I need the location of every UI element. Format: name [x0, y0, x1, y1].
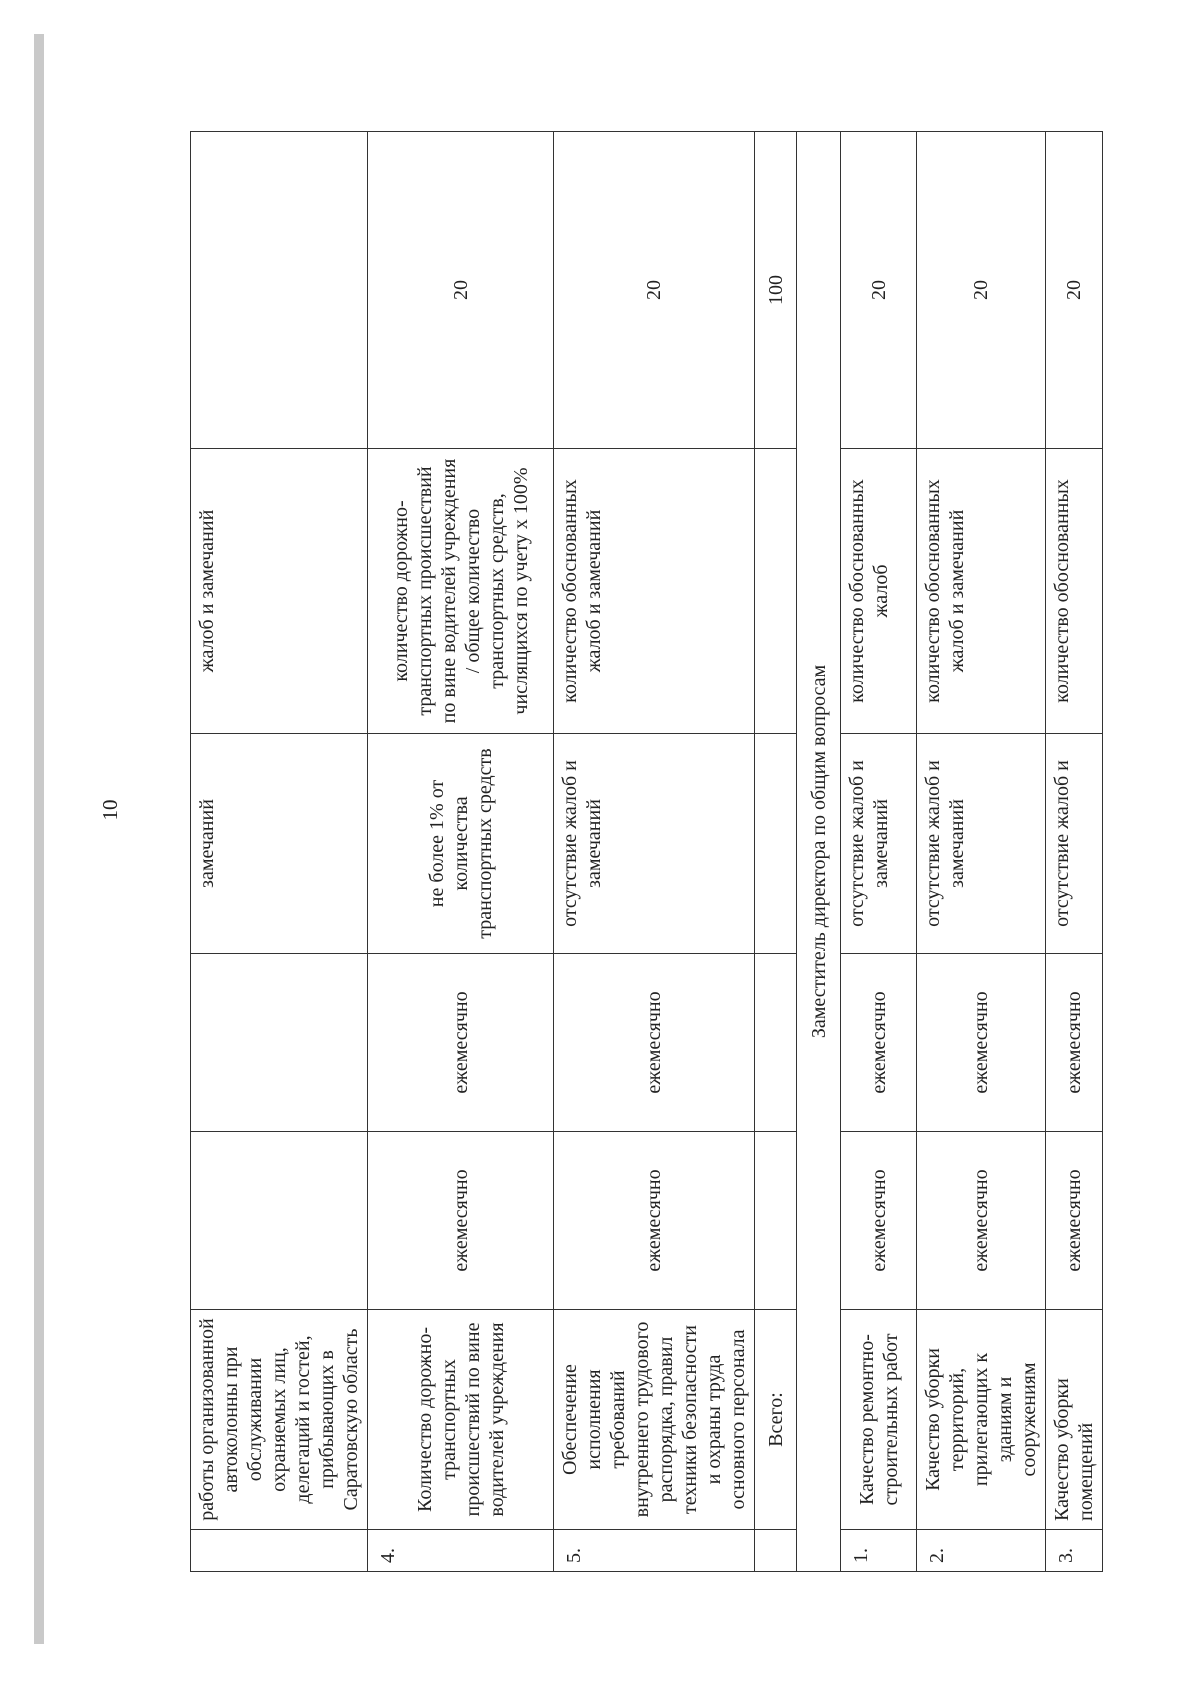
period-1: ежемесячно [841, 1132, 917, 1310]
criterion-condition: отсутствие жалоб и [1046, 734, 1103, 954]
row-number: 5. [554, 1530, 755, 1572]
table-row [191, 132, 368, 1572]
page-number: 10 [98, 799, 122, 821]
total-row [755, 132, 797, 1572]
table-row [1046, 132, 1103, 1572]
indicator: количество обоснованных жалоб [841, 449, 917, 734]
section-title: Заместитель директора по общим вопросам [797, 132, 841, 1572]
criterion-name: Качество уборки территорий, прилегающих к зданиям и сооружениям [917, 1310, 1046, 1530]
row-number [191, 1530, 368, 1572]
scan-edge [34, 34, 44, 1644]
criteria-table [190, 131, 1103, 1572]
score: 20 [841, 132, 917, 449]
score: 20 [1046, 132, 1103, 449]
section-header-row [797, 132, 841, 1572]
table-row [841, 132, 917, 1572]
table-row [368, 132, 554, 1572]
row-number: 3. [1046, 1530, 1103, 1572]
period-1: ежемесячно [1046, 1132, 1103, 1310]
indicator: жалоб и замечаний [191, 449, 368, 734]
criterion-condition: замечаний [191, 734, 368, 954]
criterion-condition: отсутствие жалоб и замечаний [917, 734, 1046, 954]
score: 20 [368, 132, 554, 449]
period-1: ежемесячно [554, 1132, 755, 1310]
total-score: 100 [755, 132, 797, 449]
criterion-condition: отсутствие жалоб и замечаний [554, 734, 755, 954]
indicator: количество обоснованных жалоб и замечаний [917, 449, 1046, 734]
indicator: количество дорожно-транспортных происшествий по вине водителей учреждения / общее количество транспортных средств, числящихся по учету х 100% [368, 449, 554, 734]
period-2: ежемесячно [1046, 954, 1103, 1132]
period-2: ежемесячно [554, 954, 755, 1132]
indicator: количество обоснованных жалоб и замечаний [554, 449, 755, 734]
table-row [554, 132, 755, 1572]
row-number: 2. [917, 1530, 1046, 1572]
criterion-name: Количество дорожно-транспортных происшествий по вине водителей учреждения [368, 1310, 554, 1530]
criterion-condition: отсутствие жалоб и замечаний [841, 734, 917, 954]
criterion-name: Качество уборки помещений [1046, 1310, 1103, 1530]
period-2 [191, 954, 368, 1132]
period-1: ежемесячно [368, 1132, 554, 1310]
criterion-name: Качество ремонтно-строительных работ [841, 1310, 917, 1530]
score [191, 132, 368, 449]
period-1 [191, 1132, 368, 1310]
period-1: ежемесячно [917, 1132, 1046, 1310]
total-label: Всего: [755, 1310, 797, 1530]
period-2: ежемесячно [368, 954, 554, 1132]
table-row [917, 132, 1046, 1572]
row-number: 1. [841, 1530, 917, 1572]
rotated-table-container [190, 132, 1097, 1572]
score: 20 [917, 132, 1046, 449]
indicator: количество обоснованных [1046, 449, 1103, 734]
row-number: 4. [368, 1530, 554, 1572]
criterion-name: Обеспечение исполнения требований внутреннего трудового распорядка, правил техники безопасности и охраны труда основного персонала [554, 1310, 755, 1530]
period-2: ежемесячно [841, 954, 917, 1132]
criterion-name: работы организованной автоколонны при обслуживании охраняемых лиц, делегаций и гостей, прибывающих в Саратовскую область [191, 1310, 368, 1530]
criterion-condition: не более 1% от количества транспортных средств [368, 734, 554, 954]
score: 20 [554, 132, 755, 449]
period-2: ежемесячно [917, 954, 1046, 1132]
